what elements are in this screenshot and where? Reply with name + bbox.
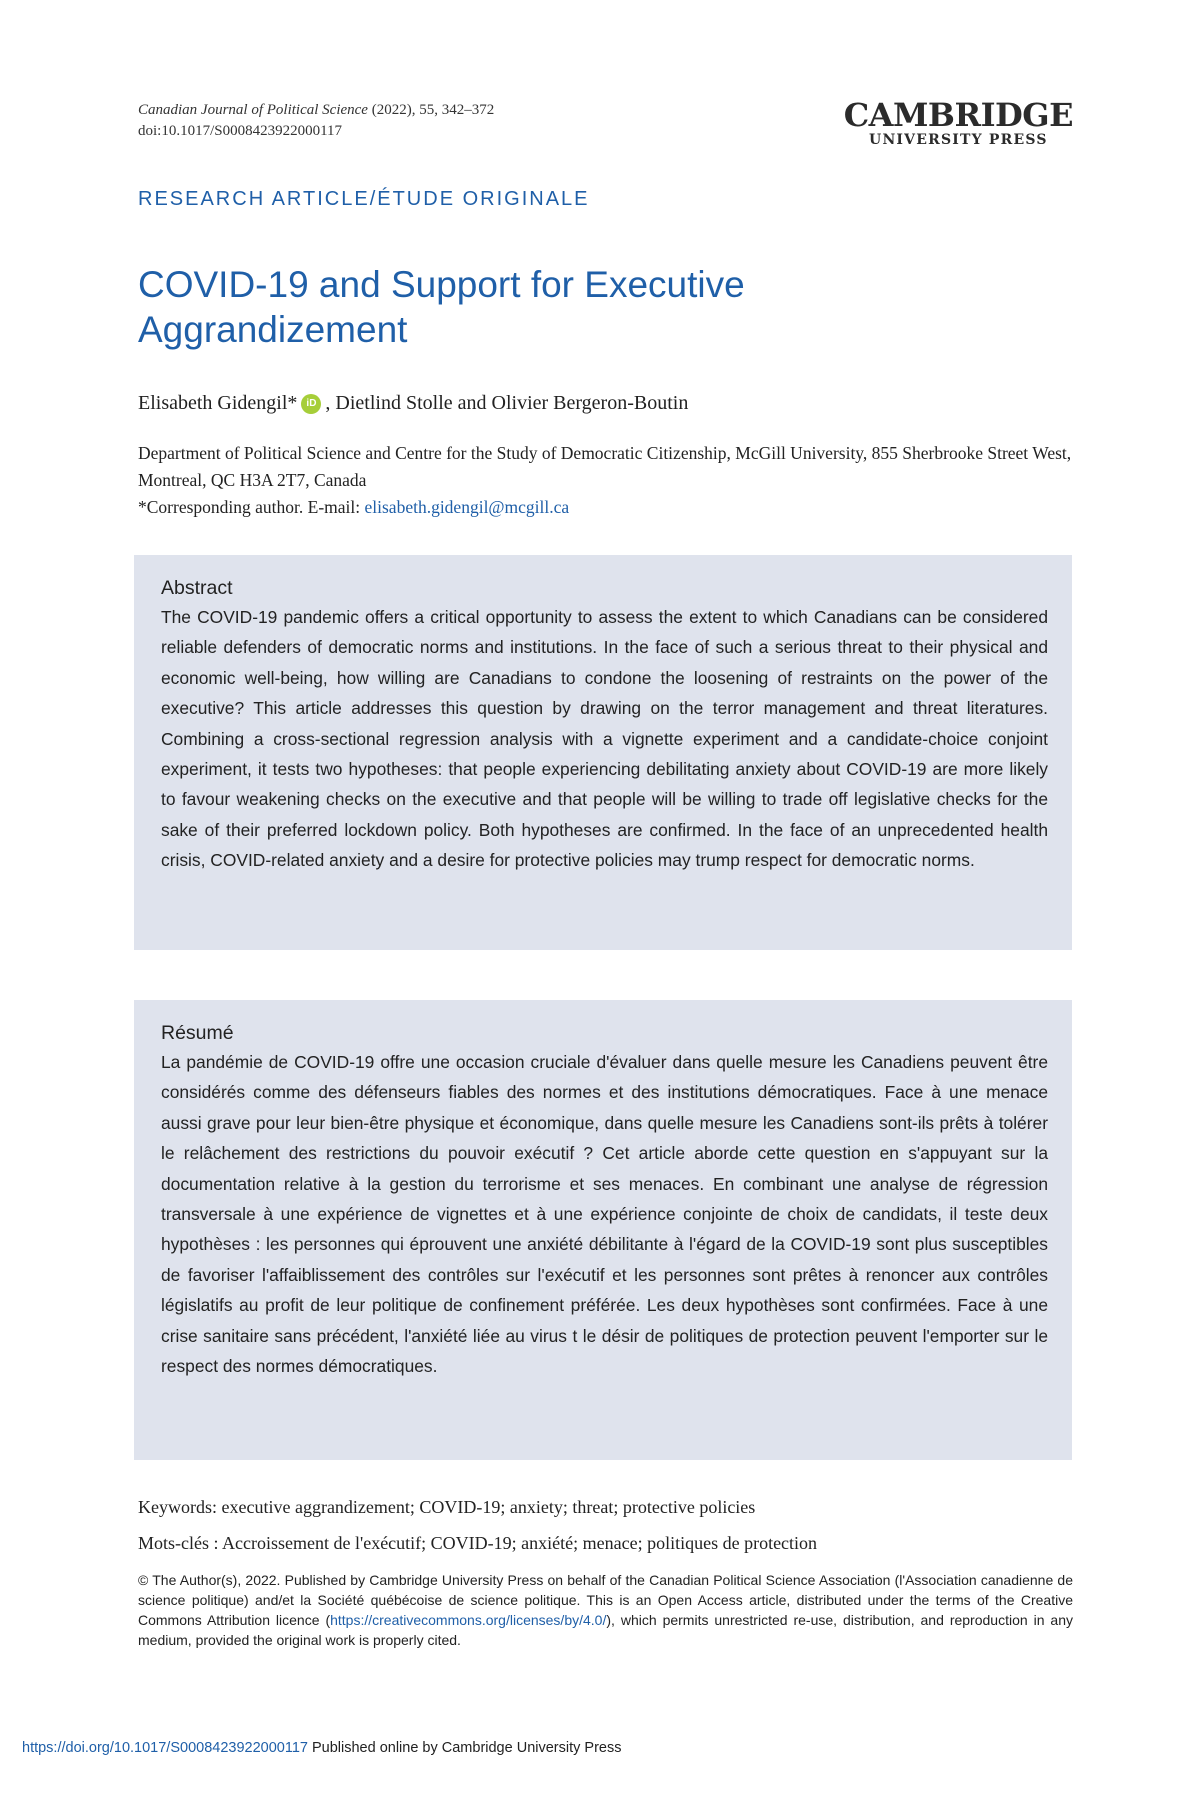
mots-cles-text: Accroissement de l'exécutif; COVID-19; anxiété; menace; politiques de protection [218, 1533, 818, 1553]
publisher-logo-bottom: UNIVERSITY PRESS [869, 132, 1048, 148]
author-list [138, 392, 688, 415]
abstract-box [134, 555, 1072, 950]
journal-name: Canadian Journal of Political Science [138, 102, 368, 118]
license-notice [138, 1570, 1073, 1650]
orcid-icon[interactable]: iD [301, 394, 321, 414]
publisher-logo [843, 96, 1073, 148]
corresponding-author [138, 494, 1083, 521]
affiliation [138, 440, 1083, 521]
article-title: COVID-19 and Support for Executive Aggrandizement [138, 264, 745, 350]
keywords-text: executive aggrandizement; COVID-19; anxiety; threat; protective policies [217, 1497, 756, 1517]
mots-cles-label: Mots-clés : [138, 1533, 219, 1553]
journal-details: (2022), 55, 342–372 [371, 102, 495, 118]
resume-heading: Résumé [161, 1022, 234, 1044]
page-footer [22, 1740, 621, 1756]
article-doi: doi:10.1017/S0008423922000117 [138, 123, 343, 139]
footer-doi-link[interactable]: https://doi.org/10.1017/S0008423922000117 [22, 1740, 308, 1756]
publisher-logo-top: CAMBRIDGE [843, 96, 1073, 134]
author-name: Elisabeth Gidengil* [138, 392, 298, 414]
keywords-label: Keywords: [138, 1497, 217, 1517]
resume-text: La pandémie de COVID-19 offre une occasion cruciale d'évaluer dans quelle mesure les Canadiens peuvent être considérés comme des défenseurs fiables des normes et des institutions démocratiques. Face à une menace aussi grave pour leur bien-être physique et économique, dans quelle mesure les Canadiens sont-ils prêts à tolérer le relâchement des restrictions du pouvoir exécutif ? Cet article aborde cette question en s'appuyant sur la documentation relative à la gestion du terrorisme et ses menaces. En combinant une analyse de régression transversale à une expérience de vignettes et à une expérience conjointe de choix de candidats, il teste deux hypothèses : les personnes qui éprouvent une anxiété débilitante à l'égard de la COVID-19 sont plus susceptibles de favoriser l'affaiblissement des contrôles sur l'exécutif et les personnes sont prêtes à renoncer aux contrôles législatifs au profit de leur politique de confinement préférée. Les deux hypothèses sont confirmées. Face à une crise sanitaire sans précédent, l'anxiété liée au virus t le désir de politiques de protection peuvent l'emporter sur le respect des normes démocratiques. [161, 1052, 1048, 1377]
article-type: RESEARCH ARTICLE/ÉTUDE ORIGINALE [138, 188, 590, 210]
license-text-before: © The Author(s), 2022. Published by Cambridge University Press on behalf of the Canadian Political Science Association (l'Association canadienne de science politique) and/et la Société québécoise de science politique. This is an Open Access article, distributed under the terms of the Creative Commons Attribution licence ( [138, 1572, 1073, 1628]
journal-citation [138, 100, 494, 142]
author-names-rest: , Dietlind Stolle and Olivier Bergeron-Boutin [325, 392, 689, 414]
abstract-text: The COVID-19 pandemic offers a critical opportunity to assess the extent to which Canadians can be considered reliable defenders of democratic norms and institutions. In the face of such a serious threat to their physical and economic well-being, how willing are Canadians to condone the loosening of restraints on the power of the executive? This article addresses this question by drawing on the terror management and threat literatures. Combining a cross-sectional regression analysis with a vignette experiment and a candidate-choice conjoint experiment, it tests two hypotheses: that people experiencing debilitating anxiety about COVID-19 are more likely to favour weakening checks on the executive and that people will be willing to trade off legislative checks for the sake of their preferred lockdown policy. Both hypotheses are confirmed. In the face of an unprecedented health crisis, COVID-related anxiety and a desire for protective policies may trump respect for democratic norms. [161, 607, 1048, 871]
affiliation-text: Department of Political Science and Centre for the Study of Democratic Citizenship, McGill University, 855 Sherbrooke Street West, Montreal, QC H3A 2T7, Canada [138, 443, 1072, 490]
keywords [138, 1494, 755, 1520]
abstract-heading: Abstract [161, 577, 233, 599]
license-link[interactable]: https://creativecommons.org/licenses/by/4.0/ [330, 1612, 607, 1628]
license-text-after: ), which permits unrestricted re-use, distribution, and reproduction in any medium, provided the original work is properly cited. [138, 1612, 1073, 1648]
email-link[interactable]: elisabeth.gidengil@mcgill.ca [364, 497, 570, 517]
mots-cles [138, 1530, 817, 1556]
footer-published: Published online by Cambridge University Press [307, 1740, 622, 1756]
corresponding-label: *Corresponding author. E-mail: [138, 497, 365, 517]
resume-box [134, 1000, 1072, 1460]
